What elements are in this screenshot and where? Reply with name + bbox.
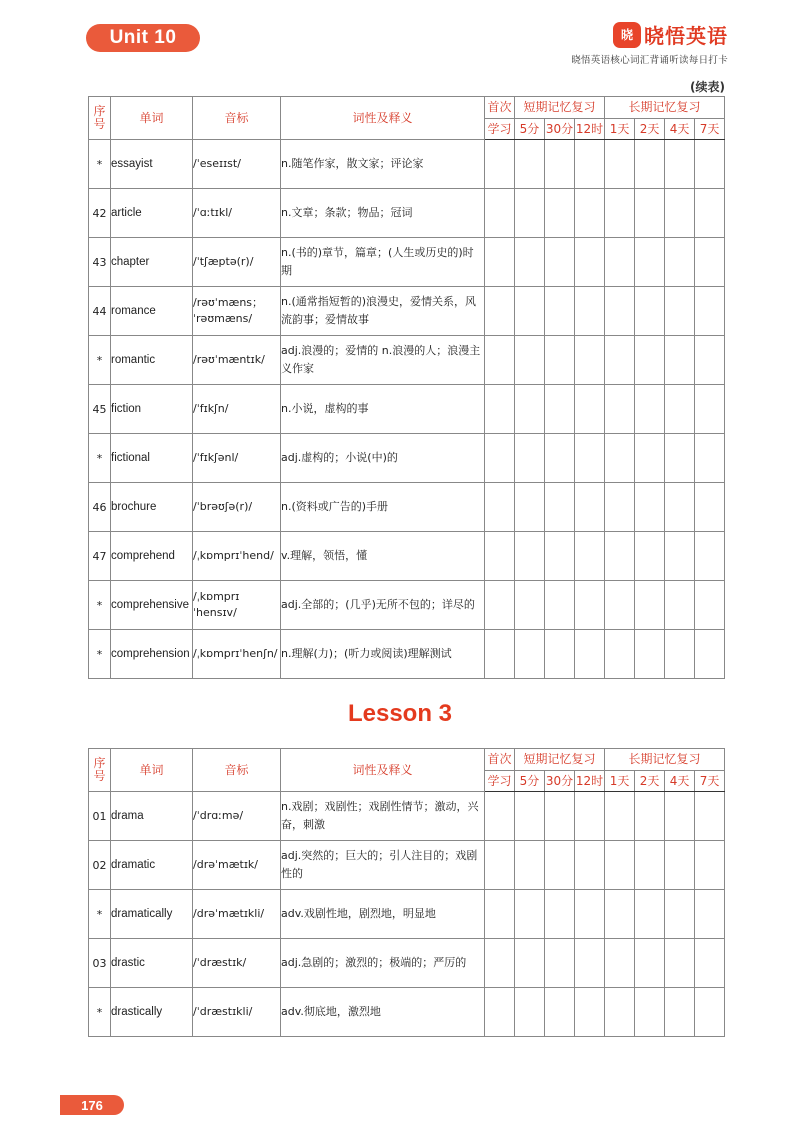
review-checkbox-cell[interactable]	[635, 238, 665, 287]
review-checkbox-cell[interactable]	[515, 385, 545, 434]
phonetic-cell: /rəʊˈmæntɪk/	[193, 336, 281, 385]
row-number: *	[89, 890, 111, 939]
review-checkbox-cell[interactable]	[665, 890, 695, 939]
brand-logo-icon: 晓	[613, 22, 641, 48]
row-number: *	[89, 630, 111, 679]
review-checkbox-cell[interactable]	[635, 483, 665, 532]
vocab-table-lesson3	[88, 748, 725, 1037]
word-cell: drastic	[111, 939, 193, 988]
table-row	[89, 385, 725, 434]
review-checkbox-cell[interactable]	[665, 385, 695, 434]
header-definition: 词性及释义	[281, 749, 485, 792]
review-checkbox-cell[interactable]	[635, 140, 665, 189]
review-checkbox-cell[interactable]	[575, 792, 605, 841]
review-checkbox-cell[interactable]	[575, 890, 605, 939]
header-5min: 5分	[515, 119, 545, 140]
review-checkbox-cell[interactable]	[545, 630, 575, 679]
review-checkbox-cell[interactable]	[575, 287, 605, 336]
review-checkbox-cell[interactable]	[545, 434, 575, 483]
review-checkbox-cell[interactable]	[545, 988, 575, 1037]
page-number: 176	[60, 1095, 124, 1115]
definition-cell: n.(书的)章节，篇章；(人生或历史的)时期	[281, 238, 485, 287]
row-number: 47	[89, 532, 111, 581]
review-checkbox-cell[interactable]	[605, 890, 635, 939]
table-row	[89, 792, 725, 841]
review-checkbox-cell[interactable]	[665, 189, 695, 238]
definition-cell: n.(资料或广告的)手册	[281, 483, 485, 532]
definition-cell: n.(通常指短暂的)浪漫史，爱情关系，风流韵事；爱情故事	[281, 287, 485, 336]
row-number: 43	[89, 238, 111, 287]
review-checkbox-cell[interactable]	[665, 336, 695, 385]
definition-cell: n.文章；条款；物品；冠词	[281, 189, 485, 238]
table-row	[89, 581, 725, 630]
review-checkbox-cell[interactable]	[635, 630, 665, 679]
header-first-sub: 学习	[485, 119, 515, 140]
header-30min: 30分	[545, 771, 575, 792]
table-row	[89, 841, 725, 890]
word-cell: comprehension	[111, 630, 193, 679]
review-checkbox-cell[interactable]	[665, 287, 695, 336]
table-row	[89, 630, 725, 679]
review-checkbox-cell[interactable]	[485, 581, 515, 630]
phonetic-cell: /ˌkɒmprɪˈhensɪv/	[193, 581, 281, 630]
review-checkbox-cell[interactable]	[485, 287, 515, 336]
review-checkbox-cell[interactable]	[575, 841, 605, 890]
phonetic-cell: /ˌkɒmprɪˈhenʃn/	[193, 630, 281, 679]
review-checkbox-cell[interactable]	[635, 336, 665, 385]
review-checkbox-cell[interactable]	[575, 532, 605, 581]
review-checkbox-cell[interactable]	[545, 483, 575, 532]
definition-cell: adj.急剧的；激烈的；极端的；严厉的	[281, 939, 485, 988]
review-checkbox-cell[interactable]	[545, 532, 575, 581]
review-checkbox-cell[interactable]	[575, 140, 605, 189]
review-checkbox-cell[interactable]	[605, 385, 635, 434]
table-row	[89, 988, 725, 1037]
review-checkbox-cell[interactable]	[545, 238, 575, 287]
row-number: 44	[89, 287, 111, 336]
header-long-review: 长期记忆复习	[605, 749, 725, 771]
review-checkbox-cell[interactable]	[605, 140, 635, 189]
lesson-title: Lesson 3	[347, 700, 453, 727]
review-checkbox-cell[interactable]	[695, 532, 725, 581]
row-number: *	[89, 336, 111, 385]
phonetic-cell: /ˈdræstɪk/	[193, 939, 281, 988]
review-checkbox-cell[interactable]	[695, 988, 725, 1037]
review-checkbox-cell[interactable]	[575, 238, 605, 287]
header-word: 单词	[111, 97, 193, 140]
header-12h: 12时	[575, 771, 605, 792]
review-checkbox-cell[interactable]	[545, 189, 575, 238]
review-checkbox-cell[interactable]	[605, 287, 635, 336]
header-4day: 4天	[665, 771, 695, 792]
definition-cell: adj.浪漫的；爱情的 n.浪漫的人；浪漫主义作家	[281, 336, 485, 385]
header-30min: 30分	[545, 119, 575, 140]
phonetic-cell: /ˈfɪkʃn/	[193, 385, 281, 434]
review-checkbox-cell[interactable]	[605, 532, 635, 581]
header-7day: 7天	[695, 771, 725, 792]
definition-cell: n.戏剧；戏剧性；戏剧性情节；激动，兴奋，刺激	[281, 792, 485, 841]
continued-label: (续表)	[690, 80, 725, 94]
definition-cell: adv.戏剧性地，剧烈地，明显地	[281, 890, 485, 939]
review-checkbox-cell[interactable]	[485, 988, 515, 1037]
review-checkbox-cell[interactable]	[665, 792, 695, 841]
review-checkbox-cell[interactable]	[605, 189, 635, 238]
review-checkbox-cell[interactable]	[695, 630, 725, 679]
word-cell: fictional	[111, 434, 193, 483]
review-checkbox-cell[interactable]	[665, 841, 695, 890]
review-checkbox-cell[interactable]	[515, 238, 545, 287]
review-checkbox-cell[interactable]	[635, 792, 665, 841]
table-row	[89, 189, 725, 238]
definition-cell: adj.突然的；巨大的；引人注目的；戏剧性的	[281, 841, 485, 890]
review-checkbox-cell[interactable]	[605, 939, 635, 988]
review-checkbox-cell[interactable]	[695, 434, 725, 483]
review-checkbox-cell[interactable]	[575, 630, 605, 679]
row-number: 02	[89, 841, 111, 890]
review-checkbox-cell[interactable]	[665, 532, 695, 581]
word-cell: article	[111, 189, 193, 238]
review-checkbox-cell[interactable]	[575, 581, 605, 630]
review-checkbox-cell[interactable]	[695, 939, 725, 988]
review-checkbox-cell[interactable]	[485, 336, 515, 385]
review-checkbox-cell[interactable]	[485, 841, 515, 890]
review-checkbox-cell[interactable]	[635, 532, 665, 581]
header-short-review: 短期记忆复习	[515, 97, 605, 119]
header-1day: 1天	[605, 771, 635, 792]
review-checkbox-cell[interactable]	[665, 939, 695, 988]
header-first: 首次	[485, 749, 515, 771]
table-row	[89, 532, 725, 581]
review-checkbox-cell[interactable]	[575, 939, 605, 988]
review-checkbox-cell[interactable]	[605, 434, 635, 483]
header-num: 序号	[89, 749, 111, 792]
phonetic-cell: /drəˈmætɪkli/	[193, 890, 281, 939]
table-row	[89, 336, 725, 385]
review-checkbox-cell[interactable]	[635, 434, 665, 483]
review-checkbox-cell[interactable]	[695, 385, 725, 434]
phonetic-cell: /ˈdræstɪkli/	[193, 988, 281, 1037]
phonetic-cell: /ˌkɒmprɪˈhend/	[193, 532, 281, 581]
phonetic-cell: /ˈɑːtɪkl/	[193, 189, 281, 238]
review-checkbox-cell[interactable]	[515, 939, 545, 988]
word-cell: dramatic	[111, 841, 193, 890]
review-checkbox-cell[interactable]	[635, 189, 665, 238]
review-checkbox-cell[interactable]	[695, 140, 725, 189]
review-checkbox-cell[interactable]	[695, 287, 725, 336]
review-checkbox-cell[interactable]	[665, 988, 695, 1037]
phonetic-cell: /ˈfɪkʃənl/	[193, 434, 281, 483]
word-cell: brochure	[111, 483, 193, 532]
word-cell: romance	[111, 287, 193, 336]
header-2day: 2天	[635, 771, 665, 792]
header-definition: 词性及释义	[281, 97, 485, 140]
review-checkbox-cell[interactable]	[635, 988, 665, 1037]
review-checkbox-cell[interactable]	[605, 792, 635, 841]
row-number: 01	[89, 792, 111, 841]
unit-badge: Unit 10	[86, 24, 200, 52]
table-row	[89, 890, 725, 939]
review-checkbox-cell[interactable]	[485, 385, 515, 434]
review-checkbox-cell[interactable]	[485, 792, 515, 841]
review-checkbox-cell[interactable]	[605, 336, 635, 385]
brand-slogan: 晓悟英语核心词汇背诵听读每日打卡	[571, 55, 728, 66]
review-checkbox-cell[interactable]	[515, 189, 545, 238]
definition-cell: adv.彻底地，激烈地	[281, 988, 485, 1037]
review-checkbox-cell[interactable]	[545, 336, 575, 385]
definition-cell: n.小说，虚构的事	[281, 385, 485, 434]
review-checkbox-cell[interactable]	[695, 841, 725, 890]
review-checkbox-cell[interactable]	[485, 532, 515, 581]
header-phonetic: 音标	[193, 749, 281, 792]
word-cell: drama	[111, 792, 193, 841]
review-checkbox-cell[interactable]	[515, 890, 545, 939]
review-checkbox-cell[interactable]	[545, 581, 575, 630]
review-checkbox-cell[interactable]	[695, 483, 725, 532]
review-checkbox-cell[interactable]	[695, 189, 725, 238]
review-checkbox-cell[interactable]	[695, 238, 725, 287]
table-row	[89, 140, 725, 189]
review-checkbox-cell[interactable]	[575, 336, 605, 385]
review-checkbox-cell[interactable]	[515, 988, 545, 1037]
row-number: 42	[89, 189, 111, 238]
phonetic-cell: /ˈdrɑːmə/	[193, 792, 281, 841]
review-checkbox-cell[interactable]	[515, 581, 545, 630]
review-checkbox-cell[interactable]	[515, 792, 545, 841]
word-cell: comprehend	[111, 532, 193, 581]
review-checkbox-cell[interactable]	[515, 841, 545, 890]
review-checkbox-cell[interactable]	[545, 792, 575, 841]
review-checkbox-cell[interactable]	[665, 238, 695, 287]
header-long-review: 长期记忆复习	[605, 97, 725, 119]
phonetic-cell: /drəˈmætɪk/	[193, 841, 281, 890]
review-checkbox-cell[interactable]	[665, 483, 695, 532]
word-cell: dramatically	[111, 890, 193, 939]
phonetic-cell: /rəʊˈmæns；ˈrəʊmæns/	[193, 287, 281, 336]
header-short-review: 短期记忆复习	[515, 749, 605, 771]
review-checkbox-cell[interactable]	[635, 890, 665, 939]
definition-cell: adj.虚构的；小说(中)的	[281, 434, 485, 483]
review-checkbox-cell[interactable]	[635, 841, 665, 890]
review-checkbox-cell[interactable]	[575, 189, 605, 238]
definition-cell: n.随笔作家，散文家；评论家	[281, 140, 485, 189]
review-checkbox-cell[interactable]	[605, 483, 635, 532]
review-checkbox-cell[interactable]	[635, 939, 665, 988]
review-checkbox-cell[interactable]	[545, 841, 575, 890]
row-number: *	[89, 581, 111, 630]
review-checkbox-cell[interactable]	[575, 434, 605, 483]
row-number: 46	[89, 483, 111, 532]
review-checkbox-cell[interactable]	[545, 939, 575, 988]
row-number: *	[89, 140, 111, 189]
definition-cell: adj.全部的；(几乎)无所不包的；详尽的	[281, 581, 485, 630]
review-checkbox-cell[interactable]	[515, 434, 545, 483]
review-checkbox-cell[interactable]	[485, 890, 515, 939]
word-cell: drastically	[111, 988, 193, 1037]
review-checkbox-cell[interactable]	[635, 385, 665, 434]
header-1day: 1天	[605, 119, 635, 140]
word-cell: romantic	[111, 336, 193, 385]
review-checkbox-cell[interactable]	[575, 988, 605, 1037]
table-row	[89, 434, 725, 483]
header-word: 单词	[111, 749, 193, 792]
phonetic-cell: /ˈbrəʊʃə(r)/	[193, 483, 281, 532]
review-checkbox-cell[interactable]	[695, 890, 725, 939]
definition-cell: v.理解，领悟，懂	[281, 532, 485, 581]
review-checkbox-cell[interactable]	[635, 287, 665, 336]
review-checkbox-cell[interactable]	[515, 532, 545, 581]
review-checkbox-cell[interactable]	[575, 483, 605, 532]
header-first-sub: 学习	[485, 771, 515, 792]
review-checkbox-cell[interactable]	[515, 140, 545, 189]
review-checkbox-cell[interactable]	[515, 483, 545, 532]
review-checkbox-cell[interactable]	[695, 792, 725, 841]
definition-cell: n.理解(力)；(听力或阅读)理解测试	[281, 630, 485, 679]
review-checkbox-cell[interactable]	[605, 581, 635, 630]
header-4day: 4天	[665, 119, 695, 140]
review-checkbox-cell[interactable]	[695, 336, 725, 385]
review-checkbox-cell[interactable]	[485, 189, 515, 238]
review-checkbox-cell[interactable]	[605, 841, 635, 890]
header-7day: 7天	[695, 119, 725, 140]
word-cell: fiction	[111, 385, 193, 434]
table-row	[89, 238, 725, 287]
review-checkbox-cell[interactable]	[515, 287, 545, 336]
vocab-table-continued	[88, 96, 725, 679]
review-checkbox-cell[interactable]	[545, 140, 575, 189]
review-checkbox-cell[interactable]	[665, 630, 695, 679]
row-number: *	[89, 434, 111, 483]
table-row	[89, 939, 725, 988]
header-5min: 5分	[515, 771, 545, 792]
review-checkbox-cell[interactable]	[515, 630, 545, 679]
review-checkbox-cell[interactable]	[665, 434, 695, 483]
table-row	[89, 287, 725, 336]
word-cell: essayist	[111, 140, 193, 189]
review-checkbox-cell[interactable]	[605, 238, 635, 287]
review-checkbox-cell[interactable]	[605, 630, 635, 679]
phonetic-cell: /ˈeseɪɪst/	[193, 140, 281, 189]
review-checkbox-cell[interactable]	[485, 939, 515, 988]
row-number: 03	[89, 939, 111, 988]
review-checkbox-cell[interactable]	[545, 890, 575, 939]
header-first: 首次	[485, 97, 515, 119]
table-row	[89, 483, 725, 532]
review-checkbox-cell[interactable]	[485, 483, 515, 532]
row-number: 45	[89, 385, 111, 434]
review-checkbox-cell[interactable]	[515, 336, 545, 385]
header-phonetic: 音标	[193, 97, 281, 140]
header-12h: 12时	[575, 119, 605, 140]
review-checkbox-cell[interactable]	[485, 630, 515, 679]
review-checkbox-cell[interactable]	[605, 988, 635, 1037]
phonetic-cell: /ˈtʃæptə(r)/	[193, 238, 281, 287]
review-checkbox-cell[interactable]	[665, 581, 695, 630]
word-cell: comprehensive	[111, 581, 193, 630]
review-checkbox-cell[interactable]	[635, 581, 665, 630]
review-checkbox-cell[interactable]	[545, 287, 575, 336]
header-num: 序号	[89, 97, 111, 140]
review-checkbox-cell[interactable]	[695, 581, 725, 630]
review-checkbox-cell[interactable]	[485, 238, 515, 287]
brand-name: 晓悟英语	[644, 24, 728, 48]
row-number: *	[89, 988, 111, 1037]
review-checkbox-cell[interactable]	[545, 385, 575, 434]
review-checkbox-cell[interactable]	[575, 385, 605, 434]
review-checkbox-cell[interactable]	[485, 434, 515, 483]
brand-header	[571, 20, 728, 66]
review-checkbox-cell[interactable]	[665, 140, 695, 189]
word-cell: chapter	[111, 238, 193, 287]
header-2day: 2天	[635, 119, 665, 140]
review-checkbox-cell[interactable]	[485, 140, 515, 189]
